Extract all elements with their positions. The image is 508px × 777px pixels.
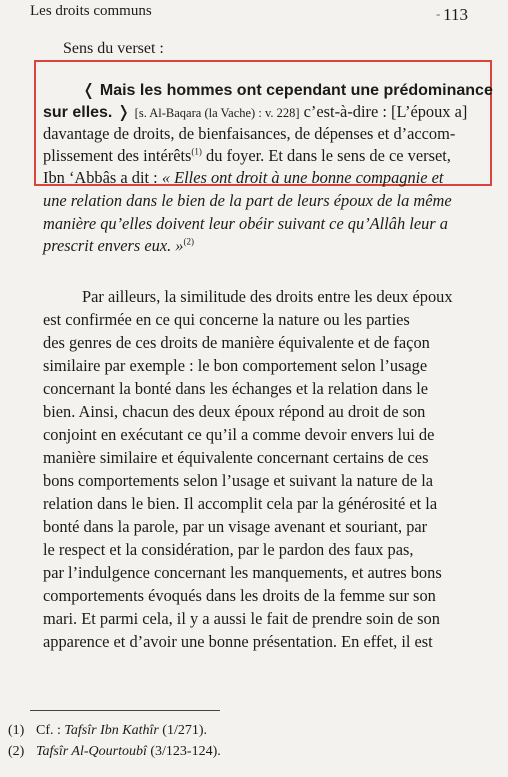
- paragraph-line: est confirmée en ce qui concerne la nature ou les parties: [43, 310, 410, 329]
- paragraph-line: apparence et d’avoir une bonne présentation. En effet, il est: [43, 632, 433, 651]
- paragraph-line: relation dans le bien. Il accomplit cela par la générosité et la: [43, 494, 438, 513]
- paragraph-line: mari. Et parmi cela, il y a aussi le fait de prendre soin de son: [43, 609, 440, 628]
- paragraph-line: bonté dans la parole, par un visage avenant et souriant, par: [43, 517, 428, 536]
- footnote-ref-2: (2): [183, 236, 194, 247]
- verse-line-8: prescrit envers eux. »$^{(2)}$: [43, 236, 194, 255]
- paragraph-line: bien. Ainsi, chacun des deux époux répond au droit de son: [43, 402, 426, 421]
- paragraph-line: conjoint en exécutant ce qu’il a comme devoir envers lui de: [43, 425, 435, 444]
- verse-reference: [s. Al-Baqara (la Vache) : v. 228]: [134, 106, 300, 120]
- paragraph-line: bons comportements selon l’usage et suivant la nature de la: [43, 471, 434, 490]
- footnote-2: (2) Tafsîr Al-Qourtoubî (3/123-124).: [8, 744, 221, 759]
- paragraph-line: comportements évoqués dans les droits de la femme sur son: [43, 586, 436, 605]
- verse-line-4: plissement des intérêts$^{(1)}$ du foyer. Et dans le sens de ce verset,: [43, 146, 451, 165]
- paragraph-line: Par ailleurs, la similitude des droits entre les deux époux: [82, 287, 453, 306]
- verse-line-2: sur elles. ❭ [s. Al-Baqara (la Vache) : v. 228] c’est-à-dire : [L’époux a]: [43, 102, 468, 121]
- header-mark: -: [436, 6, 441, 21]
- running-title: Les droits communs: [30, 3, 152, 19]
- verse-line-3: davantage de droits, de bienfaisances, de dépenses et d’accom-: [43, 124, 456, 143]
- verse-line-6: une relation dans le bien de la part de leurs époux de la même: [43, 191, 452, 210]
- verse-close-bracket: ❭: [112, 104, 135, 121]
- paragraph-line: manière similaire et équivalente concernant certains de ces: [43, 448, 429, 467]
- page-number: 113: [443, 5, 468, 24]
- footnote-ref-1: (1): [191, 146, 202, 157]
- verse-line-7: manière qu’elles doivent leur obéir suivant ce qu’Allâh leur a: [43, 214, 448, 233]
- verse-intro: Sens du verset :: [63, 40, 164, 57]
- verse-open-bracket: ❬: [82, 82, 100, 99]
- page-header: [30, 3, 476, 27]
- footnote-1: (1) Cf. : Tafsîr Ibn Kathîr (1/271).: [8, 723, 208, 738]
- paragraph-line: par l’indulgence concernant les manquements, et autres bons: [43, 563, 442, 582]
- paragraph-line: des genres de ces droits de manière équivalente et de façon: [43, 333, 430, 352]
- footnote-divider: [30, 710, 220, 711]
- paragraph-line: concernant la bonté dans les échanges et la relation dans le: [43, 379, 429, 398]
- paragraph-line: le respect et la considération, par le pardon des faux pas,: [43, 540, 414, 559]
- paragraph-line: similaire par exemple : le bon comportement selon l’usage: [43, 356, 428, 375]
- verse-line-1: ❬ Mais les hommes ont cependant une prédominance: [82, 82, 493, 99]
- verse-line-5: Ibn ‘Abbâs a dit : « Elles ont droit à une bonne compagnie et: [43, 168, 444, 187]
